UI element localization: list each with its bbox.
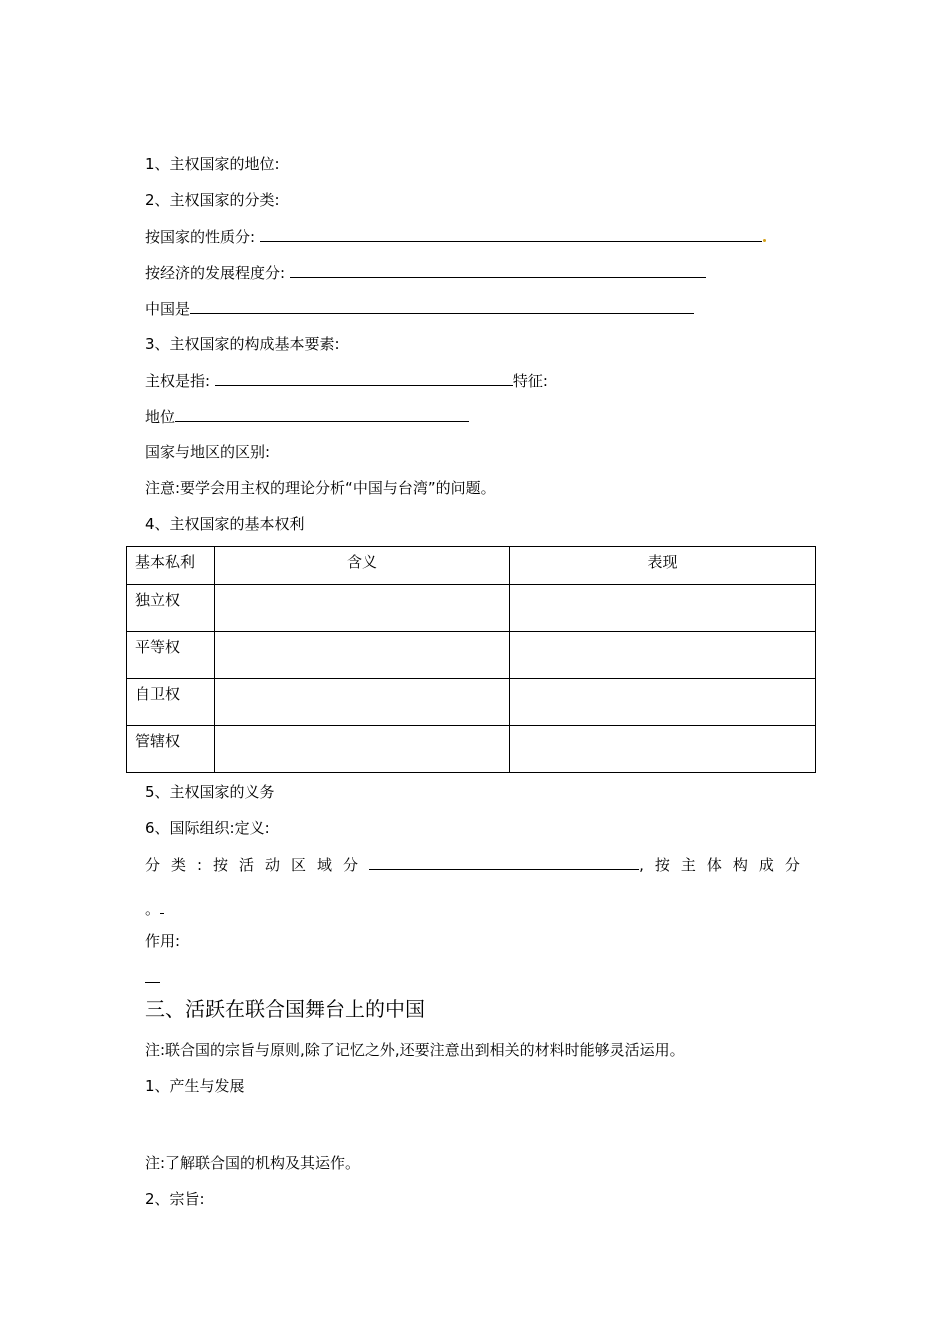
classify-label-a: 分类:按活动区域分 [145,856,370,874]
period-mark: 。 [145,900,161,918]
function-answer-row [145,967,160,988]
by-nature-row [145,226,766,247]
section-3-heading: 三、活跃在联合国舞台上的中国 [145,997,425,1021]
rights-table [126,546,816,773]
classify-blank-a[interactable] [369,854,639,870]
meaning-cell[interactable] [215,585,510,632]
table-row [127,632,816,679]
feature-label: 特征: [512,372,548,390]
by-econ-label: 按经济的发展程度分: [145,264,286,282]
china-is-blank[interactable] [190,298,694,314]
china-is-label: 中国是 [145,300,191,318]
table-row [127,679,816,726]
manifestation-cell[interactable] [510,585,816,632]
meaning-cell[interactable] [215,679,510,726]
item-6-intl-org: 6、国际组织:定义: [145,819,270,837]
difference-line: 国家与地区的区别: [145,443,271,461]
table-header-row [127,547,816,585]
classify-label-b: ,按主体构成分 [639,856,811,874]
note-un-organs: 注:了解联合国的机构及其运作。 [145,1154,361,1172]
manifestation-cell[interactable] [510,726,816,773]
by-econ-row [145,262,706,283]
sovereignty-label: 主权是指: [145,372,211,390]
period-row [145,898,164,919]
mark-dot [763,239,766,242]
function-line: 作用: [145,932,181,950]
by-nature-blank[interactable] [260,226,762,242]
by-econ-blank[interactable] [290,262,706,278]
un-item-1: 1、产生与发展 [145,1077,245,1095]
item-4-rights: 4、主权国家的基本权利 [145,515,305,533]
table-row [127,585,816,632]
sovereignty-blank[interactable] [215,370,513,386]
row-label: 自卫权 [127,679,215,726]
meaning-cell[interactable] [215,726,510,773]
by-nature-label: 按国家的性质分: [145,228,256,246]
item-2-classification: 2、主权国家的分类: [145,191,280,209]
note-un-principles: 注:联合国的宗旨与原则,除了记忆之外,还要注意出到相关的材料时能够灵活运用。 [145,1041,685,1059]
row-label: 管辖权 [127,726,215,773]
status-label: 地位 [145,408,176,426]
item-3-elements: 3、主权国家的构成基本要素: [145,335,340,353]
classify-row [145,854,811,875]
manifestation-cell[interactable] [510,679,816,726]
item-1-status: 1、主权国家的地位: [145,155,280,173]
function-blank[interactable] [145,967,160,983]
row-label: 独立权 [127,585,215,632]
row-label: 平等权 [127,632,215,679]
manifestation-cell[interactable] [510,632,816,679]
sovereignty-row [145,370,548,391]
un-item-2: 2、宗旨: [145,1190,205,1208]
header-manifestation: 表现 [510,547,816,585]
note-taiwan: 注意:要学会用主权的理论分析“中国与台湾”的问题。 [145,479,496,497]
table-row [127,726,816,773]
period-blank[interactable] [160,898,164,914]
header-meaning: 含义 [215,547,510,585]
meaning-cell[interactable] [215,632,510,679]
status-row [145,406,469,427]
header-right: 基本私利 [127,547,215,585]
status-blank[interactable] [175,406,469,422]
item-5-obligations: 5、主权国家的义务 [145,783,275,801]
china-is-row [145,298,694,319]
